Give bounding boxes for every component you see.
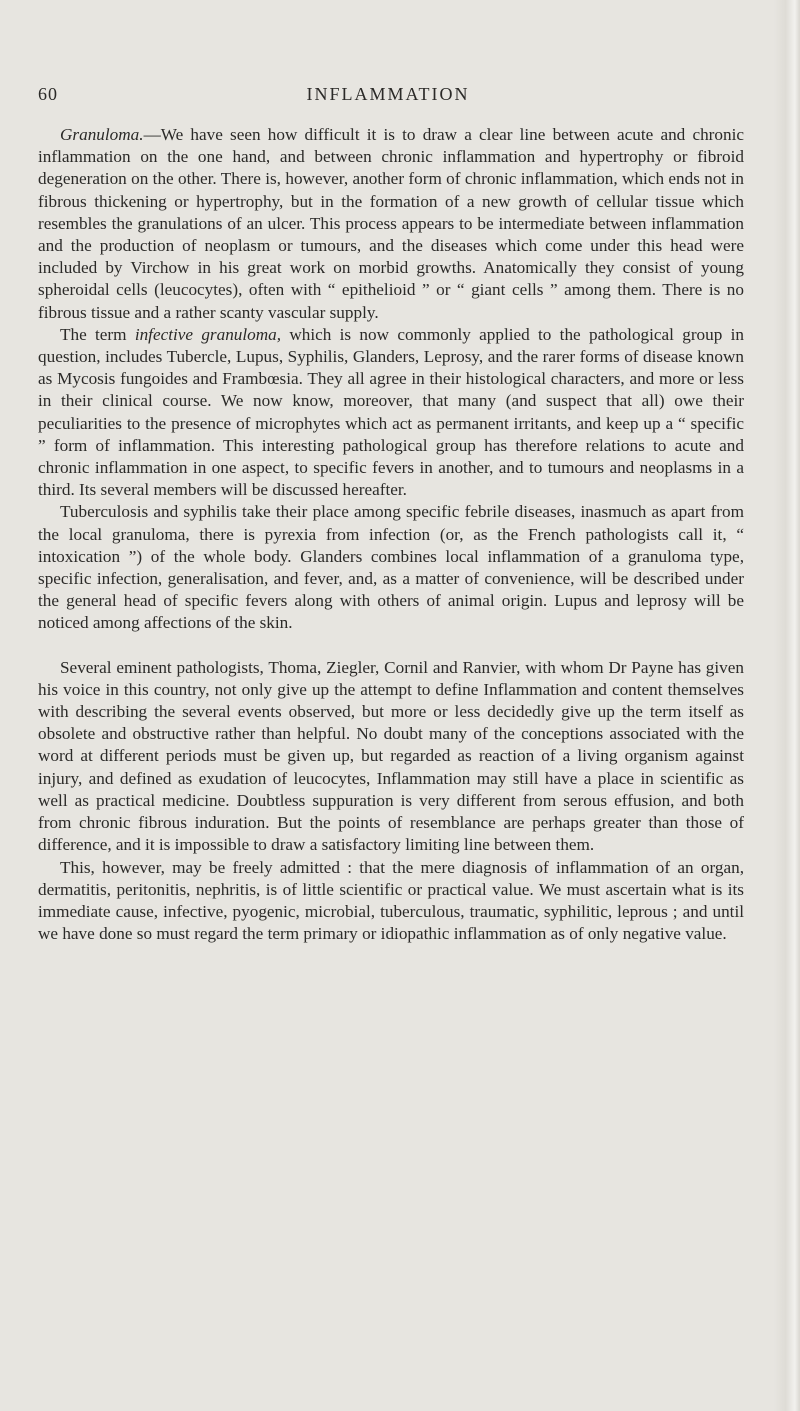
running-head: INFLAMMATION: [306, 84, 470, 104]
page-header: [38, 84, 738, 106]
page-edge-shadow: [774, 0, 800, 1411]
term-granuloma: Granuloma.: [60, 125, 144, 144]
term-infective-granuloma: infective granuloma,: [134, 324, 282, 344]
paragraph-infective-intro: The term: [60, 324, 135, 344]
paragraph-infective-granuloma: [38, 324, 744, 502]
paragraph-granuloma: [38, 124, 744, 324]
paragraph-infective-text: which is now commonly applied to the pathological group in question, includes Tubercle, Lupus, Syphilis, Glanders, Leprosy, and the rarer forms of disease known as Mycosis fungoides and Frambœsia. They all agree in their histological characters, and more or less in their clinical course. We now know, moreover, that many (and suspect that all) owe their peculiarities to the presence of microphytes which act as permanent irritants, and keep up a “ specific ” form of inflammation. This interesting pathological group has therefore relations to acute and chronic inflammation in one aspect, to specific fevers in another, and to tumours and neoplasms in a third. Its several members will be discussed hereafter.: [38, 324, 744, 500]
page-number: 60: [38, 84, 58, 104]
paragraph-granuloma-text: —We have seen how difficult it is to draw a clear line between acute and chronic inflammation on the one hand, and between chronic inflammation and hypertrophy or fibroid degeneration on the other. There is, however, another form of chronic inflammation, which ends not in fibrous thickening or hypertrophy, but in the formation of a new growth of cellular tissue which resembles the granulations of an ulcer. This process appears to be intermediate between inflammation and the production of neoplasm or tumours, and the diseases which come under this head were included by Virchow in his great work on morbid growths. Anatomically they consist of young spheroidal cells (leucocytes), often with “ epithelioid ” or “ giant cells ” among them. There is no fibrous tissue and a rather scanty vascular supply.: [38, 125, 744, 322]
paragraph-tuberculosis: Tuberculosis and syphilis take their place among specific febrile diseases, inasmuch as apart from the local granuloma, there is pyrexia from infection (or, as the French pathologists call it, “ intoxication ”) of the whole body. Glanders combines local inflammation of a granuloma type, specific infection, generalisation, and fever, and, as a matter of convenience, will be described under the general head of specific fevers along with others of animal origin. Lupus and leprosy will be noticed among affections of the skin.: [38, 502, 744, 633]
paragraph-pathologists: Several eminent pathologists, Thoma, Ziegler, Cornil and Ranvier, with whom Dr Payne has given his voice in this country, not only give up the attempt to define Inflammation and content themselves with describing the several events observed, but more or less decidedly give up the term itself as obsolete and obstructive rather than helpful. No doubt many of the conceptions associated with the word at different periods must be given up, but regarded as reaction of a living organism against injury, and defined as exudation of leucocytes, Inflammation may still have a place in scientific as well as practical medicine. Doubtless suppuration is very different from serous effusion, and both from chronic fibrous induration. But the points of resemblance are perhaps greater than those of difference, and it is impossible to draw a satisfactory limiting line between them.: [38, 657, 744, 855]
paragraph-diagnosis: This, however, may be freely admitted : that the mere diagnosis of inflammation of an organ, dermatitis, peritonitis, nephritis, is of little scientific or practical value. We must ascertain what is its immediate cause, infective, pyogenic, microbial, tuberculous, traumatic, syphilitic, leprous ; and until we have done so must regard the term primary or idiopathic inflammation as of only negative value.: [38, 857, 744, 944]
body-text: [38, 124, 744, 945]
